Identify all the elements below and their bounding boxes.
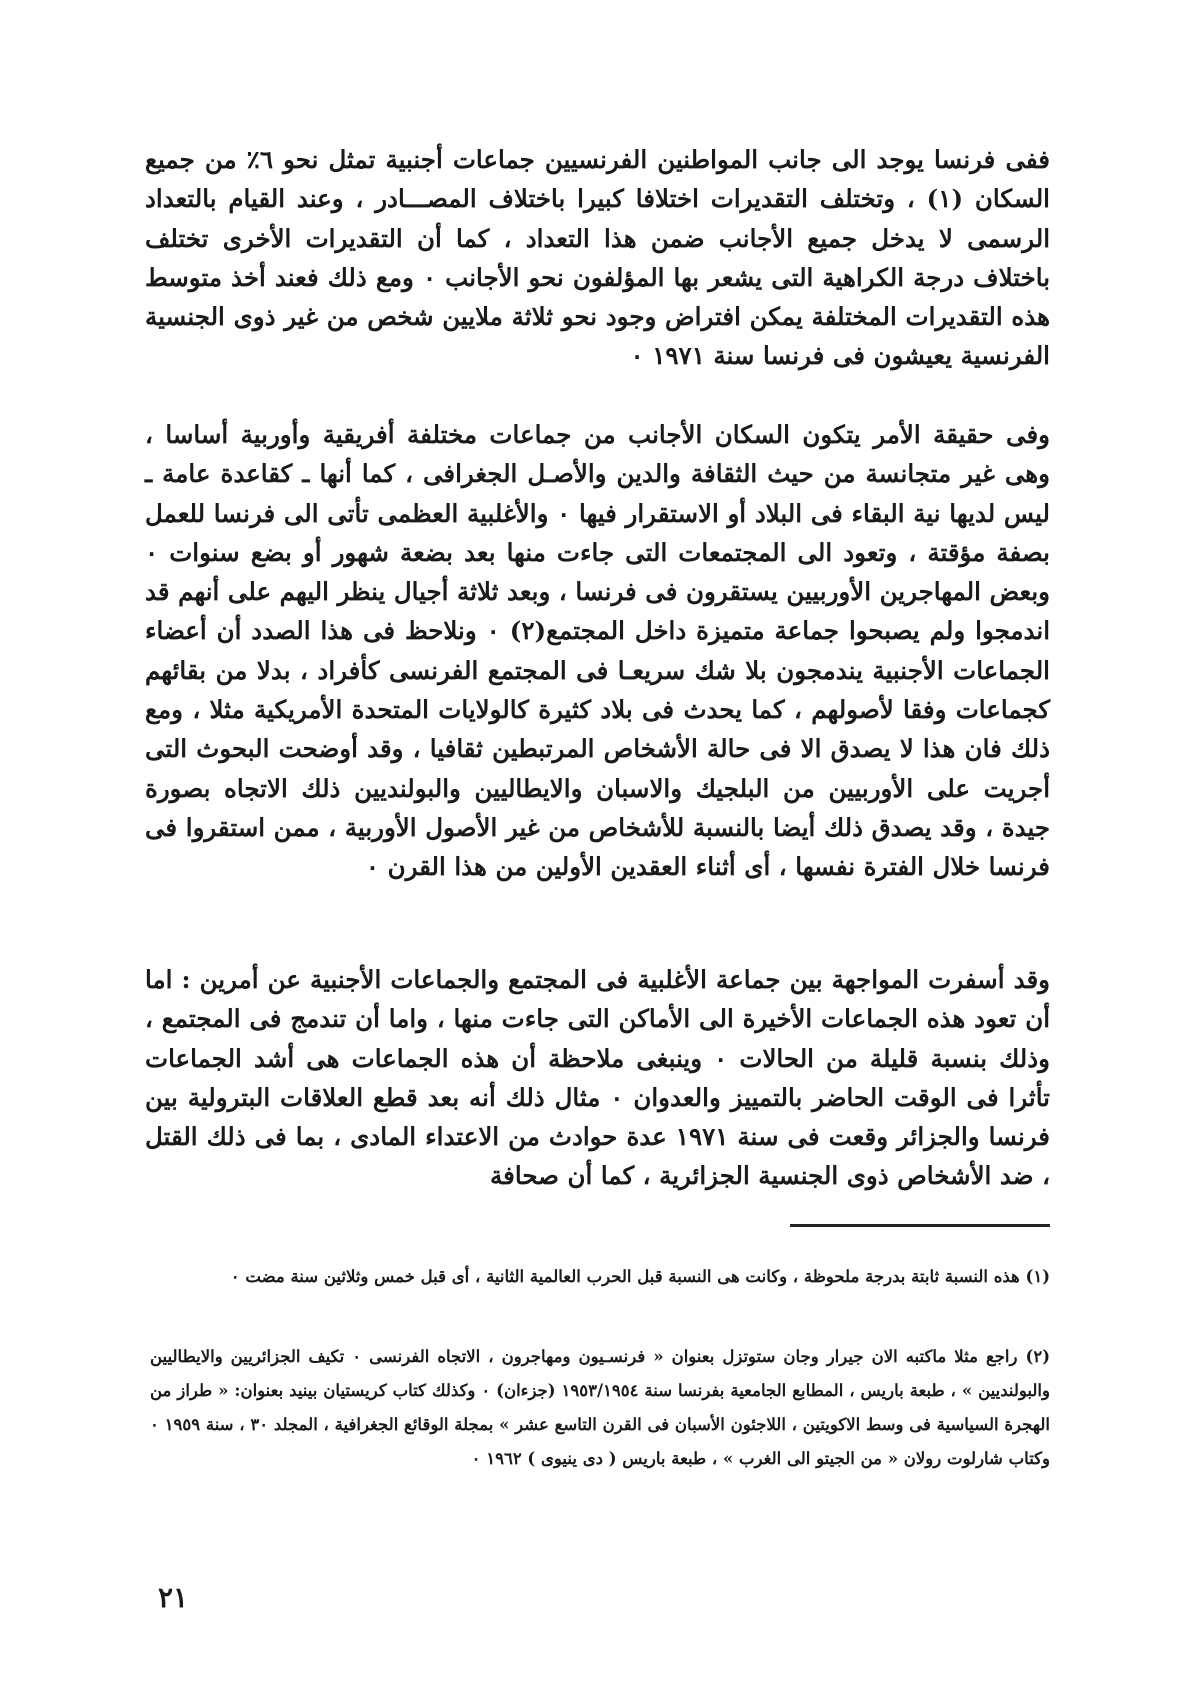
paragraph-2: وفى حقيقة الأمر يتكون السكان الأجانب من جماعات مختلفة أفريقية وأوربية أساسا ، وهى غير متجانسة من حيث الثقافة والدين والأصـل الجغرافى ، كما أنها ـ كقاعدة عامة ـ ليس لديها نية البقاء فى البلاد أو الاستقرار فيها ٠ والأغلبية العظمى تأتى الى فرنسا للعمل بصفة مؤقتة ، وتعود الى المجتمعات التى جاءت منها بعد بضعة شهور أو بضع سنوات ٠ وبعض المهاجرين الأوربيين يستقرون فى فرنسا ، وبعد ثلاثة أجيال ينظر اليهم على أنهم قد اندمجوا ولم يصبحوا جماعة متميزة داخل المجتمع(٢) ٠ ونلاحظ فى هذا الصدد أن أعضاء الجماعات الأجنبية يندمجون بلا شك سريعـا فى المجتمع الفرنسى كأفراد ، بدلا من بقائهم كجماعات وفقا لأصولهم ، كما يحدث فى بلاد كثيرة كالولايات المتحدة الأمريكية مثلا ، ومع ذلك فان هذا لا يصدق الا فى حالة الأشخاص المرتبطين ثقافيا ، وقد أوضحت البحوث التى أجريت على الأوربيين من البلجيك والاسبان والايطاليين والبولنديين ذلك الاتجاه بصورة جيدة ، وقد يصدق ذلك أيضا بالنسبة للأشخاص من غير الأصول الأوربية ، ممن استقروا فى فرنسا خلال الفترة نفسها ، أى أثناء العقدين الأولين من هذا القرن ٠ <box>145 420 1051 882</box>
footnote-1: (١) هذه النسبة ثابتة بدرجة ملحوظة ، وكانت هى النسبة قبل الحرب العالمية الثانية ، أى قبل خمس وثلاثين سنة مضت ٠ <box>230 1267 1050 1286</box>
footnote-separator <box>790 1224 1050 1227</box>
footnote-2: (٢) راجع مثلا ماكتبه الان جيرار وجان ستوتزل بعنوان « فرنسـيون ومهاجرون ، الاتجاه الفرنسى ٠ تكيف الجزائريين والايطاليين والبولنديين » ، طبعة باريس ، المطابع الجامعية بفرنسا سنة ١٩٥٣/١٩٥٤ (جزءان) ٠ وكذلك كتاب كريستيان بينيد بعنوان: « طراز من الهجرة السياسية فى وسط الاكويتين ، اللاجئون الأسبان فى القرن التاسع عشر » بمجلة الوقائع الجغرافية ، المجلد ٣٠ ، سنة ١٩٥٩ ٠ وكتاب شارلوت رولان « من الجيتو الى الغرب » ، طبعة باريس ( دى ينيوى ) ١٩٦٢ ٠ <box>150 1347 1050 1468</box>
paragraph-1: ففى فرنسا يوجد الى جانب المواطنين الفرنسيين جماعات أجنبية تمثل نحو ٦٪ من جميع السكان (١) ، وتختلف التقديرات اختلافا كبيرا باختلاف المصـــادر ، وعند القيام بالتعداد الرسمى لا يدخل جميع الأجانب ضمن هذا التعداد ، كما أن التقديرات الأخرى تختلف باختلاف درجة الكراهية التى يشعر بها المؤلفون نحو الأجانب ٠ ومع ذلك فعند أخذ متوسط هذه التقديرات المختلفة يمكن افتراض وجود نحو ثلاثة ملايين شخص من غير ذوى الجنسية الفرنسية يعيشون فى فرنسا سنة ١٩٧١ ٠ <box>145 145 1051 371</box>
page-number: ٢١ <box>158 1581 189 1614</box>
paragraph-3: وقد أسفرت المواجهة بين جماعة الأغلبية فى المجتمع والجماعات الأجنبية عن أمرين : اما أن تعود هذه الجماعات الأخيرة الى الأماكن التى جاءت منها ، واما أن تندمج فى المجتمع ، وذلك بنسبة قليلة من الحالات ٠ وينبغى ملاحظة أن هذه الجماعات هى أشد الجماعات تأثرا فى الوقت الحاضر بالتمييز والعدوان ٠ مثال ذلك أنه بعد قطع العلاقات البترولية بين فرنسا والجزائر وقعت فى سنة ١٩٧١ عدة حوادث من الاعتداء المادى ، بما فى ذلك القتل ، ضد الأشخاص ذوى الجنسية الجزائرية ، كما أن صحافة <box>145 965 1050 1191</box>
